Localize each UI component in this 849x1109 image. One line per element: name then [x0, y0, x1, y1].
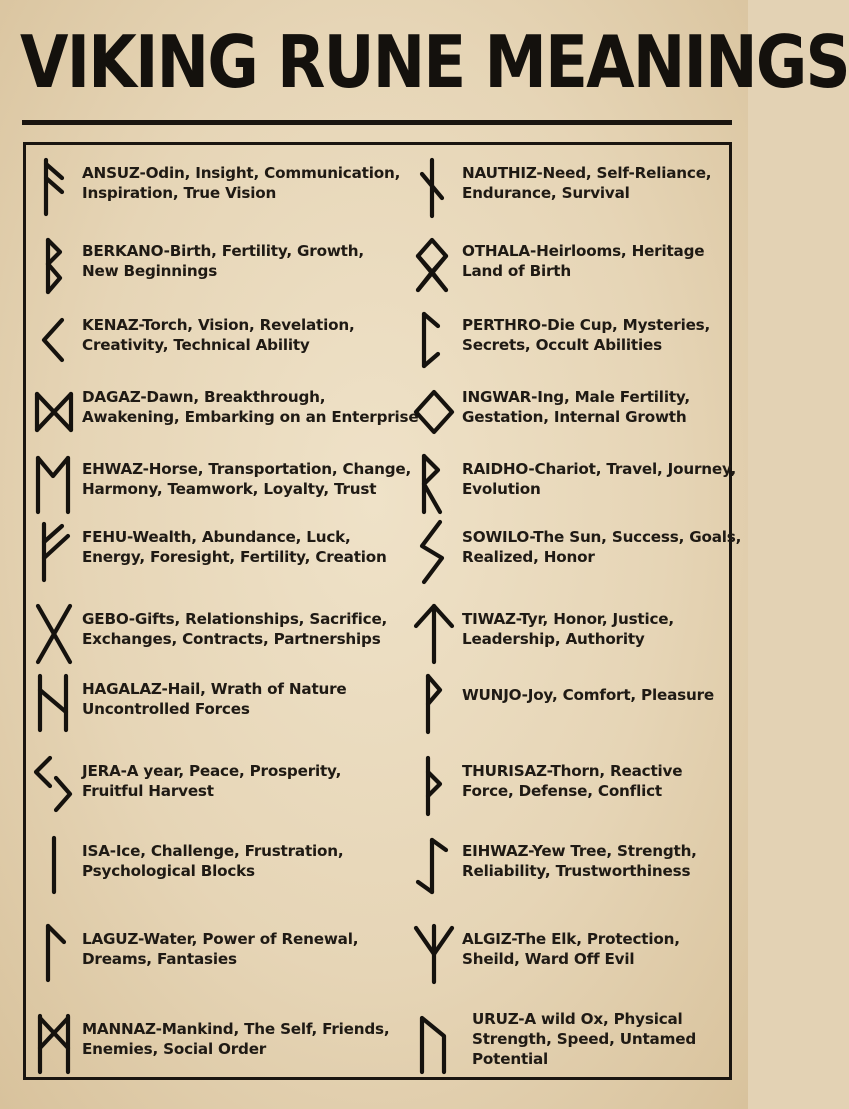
- wunjo-rune-icon: [406, 671, 462, 735]
- rune-entry-nauthiz: [406, 155, 735, 219]
- thurisaz-rune-icon: [406, 753, 462, 817]
- rune-entry-wunjo: [406, 671, 735, 735]
- rune-entry-ingwar: [406, 379, 735, 443]
- jera-rune-icon: [26, 753, 82, 817]
- rune-entry-isa: [26, 833, 406, 897]
- rune-entry-kenaz: [26, 307, 406, 371]
- rune-entry-dagaz: [26, 379, 419, 443]
- rune-description: SOWILO-The Sun, Success, Goals, Realized, Honor: [462, 528, 742, 566]
- rune-description: DAGAZ-Dawn, Breakthrough, Awakening, Embarking on an Enterprise: [82, 388, 419, 426]
- rune-entry-berkano: [26, 233, 406, 297]
- rune-table-frame: [23, 142, 742, 1080]
- laguz-rune-icon: [26, 921, 82, 985]
- rune-entry-fehu: [26, 519, 406, 583]
- rune-description: ANSUZ-Odin, Insight, Communication, Inspiration, True Vision: [82, 164, 401, 202]
- rune-description: PERTHRO-Die Cup, Mysteries, Secrets, Occult Abilities: [462, 316, 711, 354]
- rune-description: BERKANO-Birth, Fertility, Growth, New Beginnings: [82, 242, 364, 280]
- rune-description: WUNJO-Joy, Comfort, Pleasure: [462, 686, 714, 704]
- ehwaz-rune-icon: [26, 451, 82, 515]
- nauthiz-rune-icon: [406, 155, 462, 219]
- tiwaz-rune-icon: [406, 601, 462, 665]
- rune-entry-othala: [406, 233, 735, 297]
- rune-description: EHWAZ-Horse, Transportation, Change, Harmony, Teamwork, Loyalty, Trust: [82, 460, 412, 498]
- ansuz-rune-icon: [26, 155, 82, 219]
- rune-description: KENAZ-Torch, Vision, Revelation, Creativity, Technical Ability: [82, 316, 355, 354]
- rune-description: GEBO-Gifts, Relationships, Sacrifice, Exchanges, Contracts, Partnerships: [82, 610, 388, 648]
- rune-entry-uruz: [406, 1001, 735, 1075]
- rune-description: JERA-A year, Peace, Prosperity, Fruitful Harvest: [82, 762, 342, 800]
- isa-rune-icon: [26, 833, 82, 897]
- othala-rune-icon: [406, 233, 462, 297]
- eihwaz-rune-icon: [406, 833, 462, 897]
- rune-entry-sowilo: [406, 519, 742, 583]
- rune-entry-ehwaz: [26, 451, 412, 515]
- rune-entry-jera: [26, 753, 406, 817]
- rune-description: ISA-Ice, Challenge, Frustration, Psychological Blocks: [82, 842, 344, 880]
- rune-description: LAGUZ-Water, Power of Renewal, Dreams, Fantasies: [82, 930, 359, 968]
- rune-description: RAIDHO-Chariot, Travel, Journey, Evolution: [462, 460, 737, 498]
- rune-entry-algiz: [406, 921, 735, 985]
- rune-entry-eihwaz: [406, 833, 735, 897]
- fehu-rune-icon: [26, 519, 82, 583]
- rune-entry-tiwaz: [406, 601, 735, 665]
- rune-entry-laguz: [26, 921, 406, 985]
- poster-title: VIKING RUNE MEANINGS: [20, 20, 849, 104]
- rune-description: INGWAR-Ing, Male Fertility, Gestation, Internal Growth: [462, 388, 690, 426]
- title-divider: [22, 120, 732, 125]
- uruz-rune-icon: [406, 1011, 462, 1075]
- algiz-rune-icon: [406, 921, 462, 985]
- rune-description: MANNAZ-Mankind, The Self, Friends, Enemies, Social Order: [82, 1020, 390, 1058]
- rune-entry-ansuz: [26, 155, 406, 219]
- ingwar-rune-icon: [406, 379, 462, 443]
- rune-entry-raidho: [406, 451, 735, 515]
- sowilo-rune-icon: [406, 519, 462, 583]
- rune-description: EIHWAZ-Yew Tree, Strength, Reliability, Trustworthiness: [462, 842, 697, 880]
- kenaz-rune-icon: [26, 307, 82, 371]
- rune-entry-gebo: [26, 601, 406, 665]
- rune-description: TIWAZ-Tyr, Honor, Justice, Leadership, Authority: [462, 610, 674, 648]
- mannaz-rune-icon: [26, 1011, 82, 1075]
- rune-description: NAUTHIZ-Need, Self-Reliance, Endurance, Survival: [462, 164, 712, 202]
- rune-description: ALGIZ-The Elk, Protection, Sheild, Ward Off Evil: [462, 930, 680, 968]
- hagalaz-rune-icon: [26, 671, 82, 735]
- raidho-rune-icon: [406, 451, 462, 515]
- rune-entry-perthro: [406, 307, 735, 371]
- rune-description: OTHALA-Heirlooms, Heritage Land of Birth: [462, 242, 705, 280]
- berkano-rune-icon: [26, 233, 82, 297]
- rune-entry-hagalaz: [26, 671, 406, 735]
- rune-description: THURISAZ-Thorn, Reactive Force, Defense, Conflict: [462, 762, 683, 800]
- rune-description: HAGALAZ-Hail, Wrath of Nature Uncontrolled Forces: [82, 680, 347, 718]
- perthro-rune-icon: [406, 307, 462, 371]
- rune-entry-mannaz: [26, 1011, 406, 1075]
- gebo-rune-icon: [26, 601, 82, 665]
- rune-description: URUZ-A wild Ox, Physical Strength, Speed, Untamed Potential: [472, 1010, 696, 1068]
- rune-entry-thurisaz: [406, 753, 735, 817]
- dagaz-rune-icon: [26, 379, 82, 443]
- rune-description: FEHU-Wealth, Abundance, Luck, Energy, Foresight, Fertility, Creation: [82, 528, 387, 566]
